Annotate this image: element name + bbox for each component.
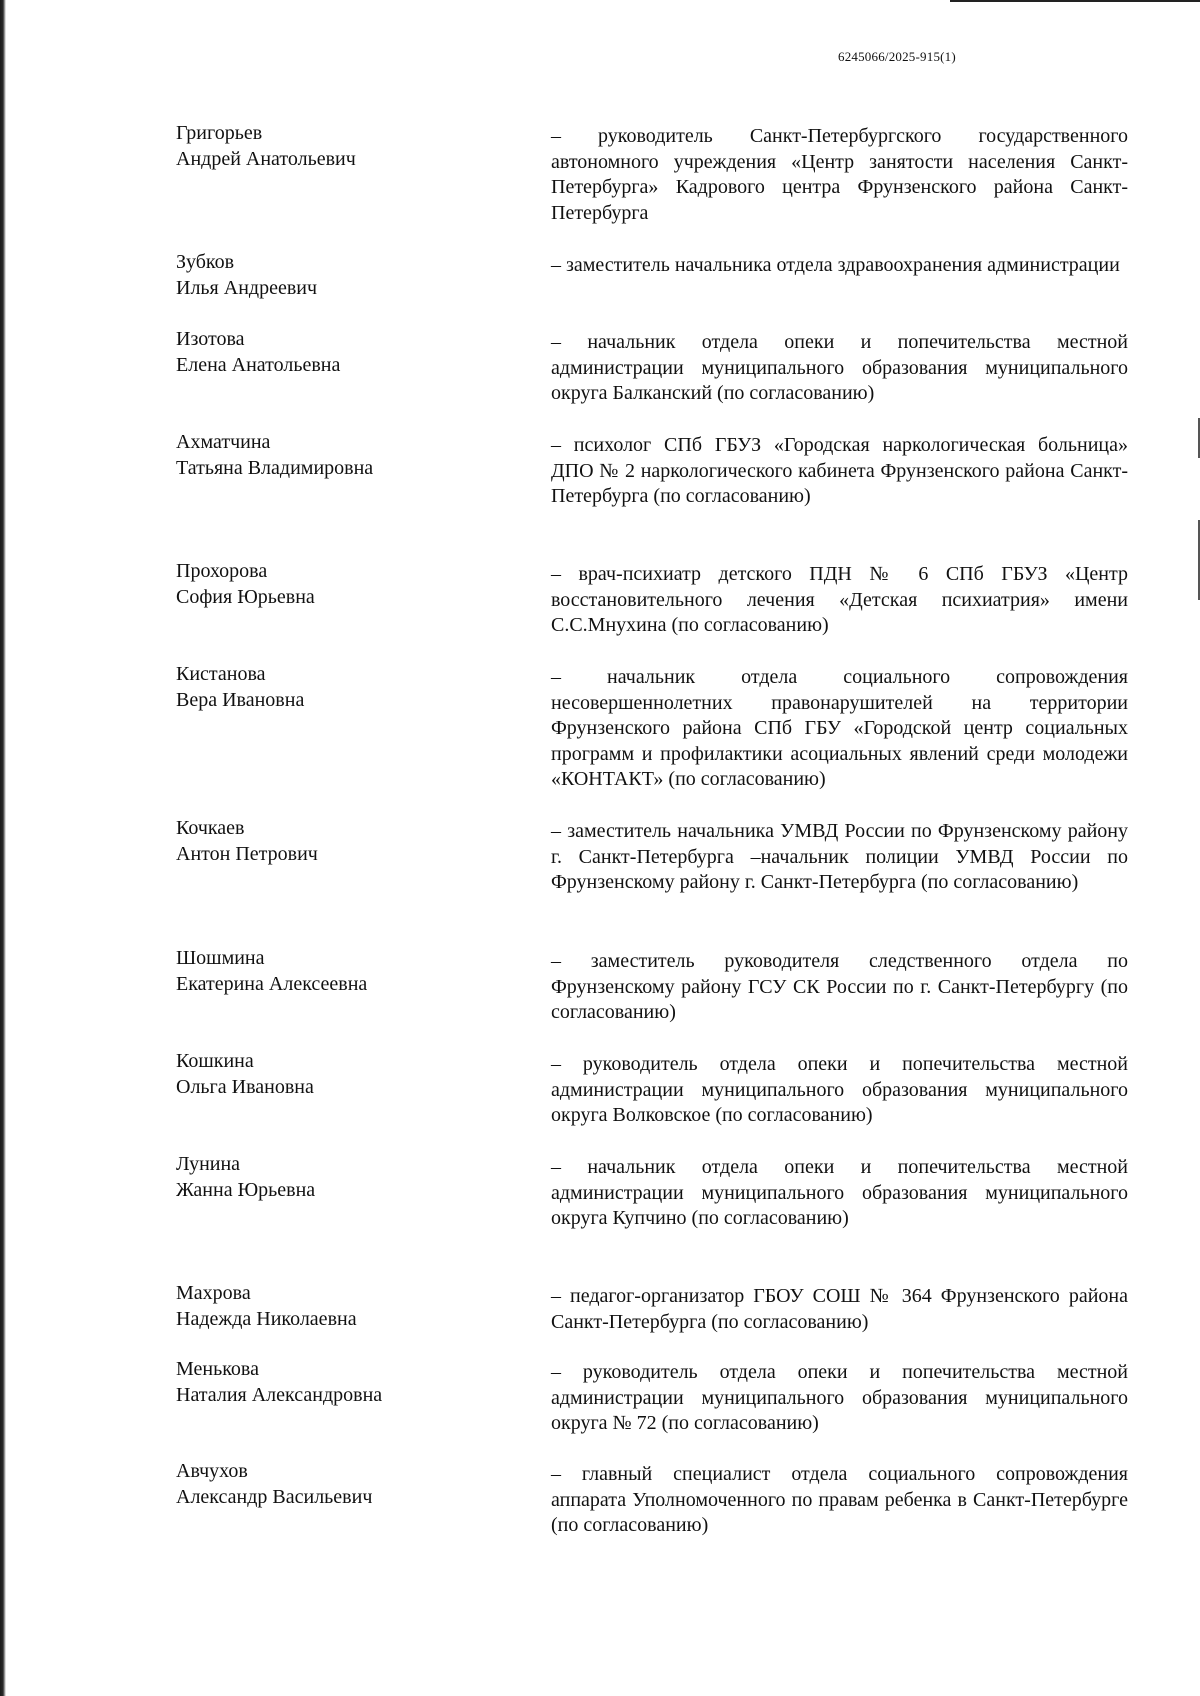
- member-surname: Кистанова: [176, 663, 266, 685]
- member-surname: Григорьев: [176, 122, 263, 144]
- member-given-names: Ольга Ивановна: [176, 1075, 314, 1098]
- member-name: [176, 327, 506, 378]
- member-role: – заместитель руководителя следственного отдела по Фрунзенскому району ГСУ СК России по г. Санкт-Петербургу (по согласованию): [551, 950, 1128, 1023]
- member-surname: Зубков: [176, 251, 235, 273]
- member-surname: Шошмина: [176, 947, 265, 969]
- member-role: – заместитель начальника УМВД России по Фрунзенскому району г. Санкт-Петербурга –начальник полиции УМВД России по Фрунзенскому району г. Санкт-Петербурга (по согласованию): [551, 820, 1128, 893]
- member-given-names: Жанна Юрьевна: [176, 1178, 316, 1201]
- member-name: [176, 1281, 506, 1332]
- member-given-names: Елена Анатольевна: [176, 353, 341, 376]
- member-role: – врач-психиатр детского ПДН № 6 СПб ГБУЗ «Центр восстановительного лечения «Детская психиатрия» имени С.С.Мнухина (по согласованию): [551, 563, 1128, 636]
- member-given-names: Татьяна Владимировна: [176, 456, 374, 479]
- member-name: [176, 430, 506, 481]
- member-surname: Ахматчина: [176, 431, 271, 453]
- member-name: [176, 1357, 506, 1408]
- member-given-names: Екатерина Алексеевна: [176, 972, 368, 995]
- member-role: – руководитель отдела опеки и попечительства местной администрации муниципального образования муниципального округа Волковское (по согласованию): [551, 1053, 1128, 1126]
- member-role: – руководитель отдела опеки и попечительства местной администрации муниципального образования муниципального округа № 72 (по согласованию): [551, 1361, 1128, 1434]
- member-name: [176, 250, 506, 301]
- scan-edge-left: [0, 0, 6, 1696]
- member-role: – руководитель Санкт-Петербургского государственного автономного учреждения «Центр занятости населения Санкт-Петербурга» Кадрового центра Фрунзенского района Санкт-Петербурга: [551, 125, 1128, 224]
- member-surname: Кочкаев: [176, 817, 245, 839]
- member-name: [176, 559, 506, 610]
- member-surname: Изотова: [176, 328, 245, 350]
- member-name: [176, 121, 506, 172]
- member-given-names: Антон Петрович: [176, 842, 318, 865]
- member-given-names: София Юрьевна: [176, 585, 315, 608]
- member-role: – главный специалист отдела социального сопровождения аппарата Уполномоченного по правам ребенка в Санкт-Петербурге (по согласованию): [551, 1463, 1128, 1536]
- member-role: – начальник отдела опеки и попечительства местной администрации муниципального образования муниципального округа Купчино (по согласованию): [551, 1156, 1128, 1229]
- member-name: [176, 946, 506, 997]
- member-role: – психолог СПб ГБУЗ «Городская наркологическая больница» ДПО № 2 наркологического кабинета Фрунзенского района Санкт-Петербурга (по согласованию): [551, 434, 1128, 507]
- member-name: [176, 816, 506, 867]
- member-given-names: Надежда Николаевна: [176, 1307, 357, 1330]
- member-given-names: Андрей Анатольевич: [176, 147, 356, 170]
- member-given-names: Александр Васильевич: [176, 1485, 373, 1508]
- member-surname: Махрова: [176, 1282, 251, 1304]
- member-surname: Кошкина: [176, 1050, 254, 1072]
- member-surname: Прохорова: [176, 560, 268, 582]
- member-surname: Менькова: [176, 1358, 259, 1380]
- member-name: [176, 1049, 506, 1100]
- member-role: – начальник отдела социального сопровождения несовершеннолетних правонарушителей на территории Фрунзенского района СПб ГБУ «Городской центр социальных программ и профилактики асоциальных явлений среди молодежи «КОНТАКТ» (по согласованию): [551, 666, 1128, 790]
- member-given-names: Илья Андреевич: [176, 276, 318, 299]
- member-surname: Авчухов: [176, 1460, 248, 1482]
- member-given-names: Вера Ивановна: [176, 688, 305, 711]
- scan-edge-top: [950, 0, 1200, 2]
- member-role: – начальник отдела опеки и попечительства местной администрации муниципального образования муниципального округа Балканский (по согласованию): [551, 331, 1128, 404]
- member-name: [176, 662, 506, 713]
- member-given-names: Наталия Александровна: [176, 1383, 383, 1406]
- member-name: [176, 1459, 506, 1510]
- member-role: – заместитель начальника отдела здравоохранения администрации: [551, 254, 1120, 276]
- document-id: 6245066/2025-915(1): [838, 49, 956, 64]
- member-name: [176, 1152, 506, 1203]
- member-role: – педагог-организатор ГБОУ СОШ № 364 Фрунзенского района Санкт-Петербурга (по согласованию): [551, 1285, 1128, 1333]
- member-surname: Лунина: [176, 1153, 241, 1175]
